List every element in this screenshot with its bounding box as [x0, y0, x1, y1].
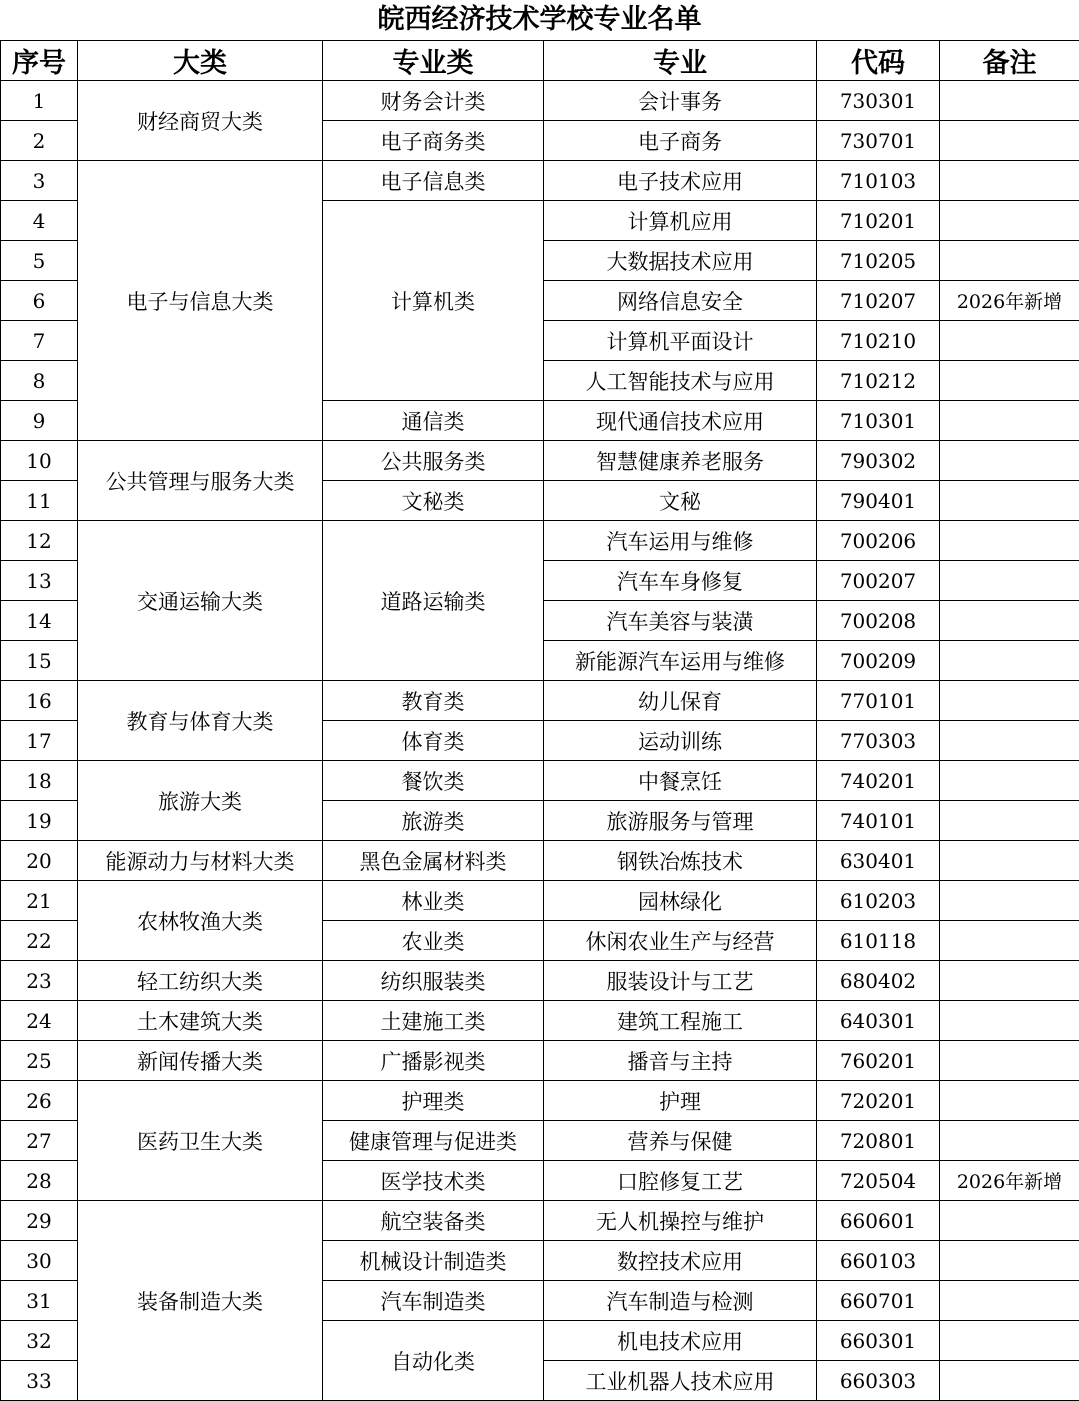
major-cell: 机电技术应用: [544, 1321, 817, 1361]
subcategory-cell: 电子商务类: [323, 121, 544, 161]
subcategory-cell: 文秘类: [323, 481, 544, 521]
table-row: [1, 1041, 1079, 1081]
code-cell: 660301: [817, 1321, 940, 1361]
code-cell: 640301: [817, 1001, 940, 1041]
code-cell: 770101: [817, 681, 940, 721]
table-row: [1, 961, 1079, 1001]
note-cell: [940, 1281, 1079, 1321]
table-row: [1, 1081, 1079, 1121]
row-index-cell: 15: [1, 641, 78, 681]
note-cell: [940, 121, 1079, 161]
note-cell: [940, 561, 1079, 601]
major-cell: 护理: [544, 1081, 817, 1121]
subcategory-cell: 土建施工类: [323, 1001, 544, 1041]
note-cell: [940, 201, 1079, 241]
major-cell: 播音与主持: [544, 1041, 817, 1081]
subcategory-cell: 餐饮类: [323, 761, 544, 801]
row-index-cell: 9: [1, 401, 78, 441]
code-cell: 730301: [817, 81, 940, 121]
row-index-cell: 24: [1, 1001, 78, 1041]
subcategory-cell: 财务会计类: [323, 81, 544, 121]
column-header-code: 代码: [817, 41, 940, 81]
table-row: [1, 81, 1079, 121]
major-cell: 现代通信技术应用: [544, 401, 817, 441]
table-row: [1, 441, 1079, 481]
note-cell: [940, 761, 1079, 801]
table-body: [1, 81, 1079, 1401]
code-cell: 660303: [817, 1361, 940, 1401]
row-index-cell: 10: [1, 441, 78, 481]
note-cell: [940, 641, 1079, 681]
code-cell: 660601: [817, 1201, 940, 1241]
subcategory-cell: 体育类: [323, 721, 544, 761]
subcategory-cell: 黑色金属材料类: [323, 841, 544, 881]
code-cell: 760201: [817, 1041, 940, 1081]
subcategory-cell: 航空装备类: [323, 1201, 544, 1241]
major-cell: 无人机操控与维护: [544, 1201, 817, 1241]
code-cell: 720504: [817, 1161, 940, 1201]
major-cell: 汽车运用与维修: [544, 521, 817, 561]
major-cell: 中餐烹饪: [544, 761, 817, 801]
table-header-row: [1, 41, 1079, 81]
code-cell: 660103: [817, 1241, 940, 1281]
row-index-cell: 33: [1, 1361, 78, 1401]
column-header-major: 专业: [544, 41, 817, 81]
code-cell: 790302: [817, 441, 940, 481]
category-cell: 能源动力与材料大类: [78, 841, 323, 881]
major-cell: 新能源汽车运用与维修: [544, 641, 817, 681]
note-cell: [940, 361, 1079, 401]
code-cell: 610118: [817, 921, 940, 961]
row-index-cell: 19: [1, 801, 78, 841]
category-cell: 新闻传播大类: [78, 1041, 323, 1081]
document-title: 皖西经济技术学校专业名单: [377, 4, 702, 35]
subcategory-cell: 汽车制造类: [323, 1281, 544, 1321]
row-index-cell: 7: [1, 321, 78, 361]
note-cell: [940, 601, 1079, 641]
row-index-cell: 13: [1, 561, 78, 601]
major-cell: 建筑工程施工: [544, 1001, 817, 1041]
row-index-cell: 3: [1, 161, 78, 201]
row-index-cell: 4: [1, 201, 78, 241]
table-row: [1, 161, 1079, 201]
row-index-cell: 25: [1, 1041, 78, 1081]
major-cell: 汽车车身修复: [544, 561, 817, 601]
subcategory-cell: 道路运输类: [323, 521, 544, 681]
row-index-cell: 6: [1, 281, 78, 321]
row-index-cell: 28: [1, 1161, 78, 1201]
code-cell: 730701: [817, 121, 940, 161]
category-cell: 旅游大类: [78, 761, 323, 841]
code-cell: 610203: [817, 881, 940, 921]
row-index-cell: 17: [1, 721, 78, 761]
note-cell: [940, 801, 1079, 841]
row-index-cell: 23: [1, 961, 78, 1001]
row-index-cell: 1: [1, 81, 78, 121]
note-cell: 2026年新增: [940, 1161, 1079, 1201]
note-cell: [940, 321, 1079, 361]
category-cell: 电子与信息大类: [78, 161, 323, 441]
major-cell: 口腔修复工艺: [544, 1161, 817, 1201]
table-row: [1, 681, 1079, 721]
code-cell: 710207: [817, 281, 940, 321]
major-cell: 电子商务: [544, 121, 817, 161]
major-cell: 会计事务: [544, 81, 817, 121]
major-cell: 数控技术应用: [544, 1241, 817, 1281]
row-index-cell: 22: [1, 921, 78, 961]
row-index-cell: 26: [1, 1081, 78, 1121]
note-cell: [940, 1361, 1079, 1401]
row-index-cell: 21: [1, 881, 78, 921]
code-cell: 700208: [817, 601, 940, 641]
subcategory-cell: 自动化类: [323, 1321, 544, 1401]
majors-table: [0, 40, 1079, 1401]
note-cell: [940, 1241, 1079, 1281]
category-cell: 土木建筑大类: [78, 1001, 323, 1041]
row-index-cell: 11: [1, 481, 78, 521]
row-index-cell: 18: [1, 761, 78, 801]
code-cell: 660701: [817, 1281, 940, 1321]
note-cell: [940, 721, 1079, 761]
major-cell: 智慧健康养老服务: [544, 441, 817, 481]
code-cell: 700206: [817, 521, 940, 561]
category-cell: 轻工纺织大类: [78, 961, 323, 1001]
note-cell: [940, 481, 1079, 521]
code-cell: 710103: [817, 161, 940, 201]
row-index-cell: 30: [1, 1241, 78, 1281]
category-cell: 公共管理与服务大类: [78, 441, 323, 521]
row-index-cell: 32: [1, 1321, 78, 1361]
note-cell: [940, 921, 1079, 961]
major-cell: 旅游服务与管理: [544, 801, 817, 841]
category-cell: 交通运输大类: [78, 521, 323, 681]
code-cell: 710201: [817, 201, 940, 241]
major-cell: 计算机应用: [544, 201, 817, 241]
code-cell: 790401: [817, 481, 940, 521]
code-cell: 710210: [817, 321, 940, 361]
subcategory-cell: 教育类: [323, 681, 544, 721]
subcategory-cell: 纺织服装类: [323, 961, 544, 1001]
row-index-cell: 14: [1, 601, 78, 641]
note-cell: [940, 401, 1079, 441]
table-row: [1, 881, 1079, 921]
column-header-subcategory: 专业类: [323, 41, 544, 81]
major-cell: 人工智能技术与应用: [544, 361, 817, 401]
major-cell: 汽车制造与检测: [544, 1281, 817, 1321]
major-cell: 汽车美容与装潢: [544, 601, 817, 641]
table-row: [1, 1001, 1079, 1041]
note-cell: [940, 1321, 1079, 1361]
note-cell: 2026年新增: [940, 281, 1079, 321]
code-cell: 740101: [817, 801, 940, 841]
subcategory-cell: 旅游类: [323, 801, 544, 841]
major-cell: 幼儿保育: [544, 681, 817, 721]
subcategory-cell: 林业类: [323, 881, 544, 921]
major-cell: 大数据技术应用: [544, 241, 817, 281]
subcategory-cell: 机械设计制造类: [323, 1241, 544, 1281]
table-row: [1, 761, 1079, 801]
column-header-note: 备注: [940, 41, 1079, 81]
note-cell: [940, 681, 1079, 721]
subcategory-cell: 广播影视类: [323, 1041, 544, 1081]
note-cell: [940, 961, 1079, 1001]
note-cell: [940, 1041, 1079, 1081]
subcategory-cell: 电子信息类: [323, 161, 544, 201]
note-cell: [940, 881, 1079, 921]
note-cell: [940, 1001, 1079, 1041]
row-index-cell: 2: [1, 121, 78, 161]
major-cell: 服装设计与工艺: [544, 961, 817, 1001]
note-cell: [940, 1081, 1079, 1121]
row-index-cell: 8: [1, 361, 78, 401]
category-cell: 教育与体育大类: [78, 681, 323, 761]
category-cell: 装备制造大类: [78, 1201, 323, 1401]
row-index-cell: 27: [1, 1121, 78, 1161]
code-cell: 630401: [817, 841, 940, 881]
major-cell: 文秘: [544, 481, 817, 521]
row-index-cell: 5: [1, 241, 78, 281]
subcategory-cell: 医学技术类: [323, 1161, 544, 1201]
row-index-cell: 31: [1, 1281, 78, 1321]
row-index-cell: 12: [1, 521, 78, 561]
subcategory-cell: 通信类: [323, 401, 544, 441]
row-index-cell: 16: [1, 681, 78, 721]
subcategory-cell: 护理类: [323, 1081, 544, 1121]
code-cell: 720801: [817, 1121, 940, 1161]
note-cell: [940, 441, 1079, 481]
subcategory-cell: 农业类: [323, 921, 544, 961]
code-cell: 740201: [817, 761, 940, 801]
major-cell: 电子技术应用: [544, 161, 817, 201]
row-index-cell: 29: [1, 1201, 78, 1241]
note-cell: [940, 161, 1079, 201]
column-header-category: 大类: [78, 41, 323, 81]
category-cell: 医药卫生大类: [78, 1081, 323, 1201]
code-cell: 710205: [817, 241, 940, 281]
code-cell: 720201: [817, 1081, 940, 1121]
subcategory-cell: 健康管理与促进类: [323, 1121, 544, 1161]
major-cell: 休闲农业生产与经营: [544, 921, 817, 961]
code-cell: 700209: [817, 641, 940, 681]
code-cell: 770303: [817, 721, 940, 761]
major-cell: 园林绿化: [544, 881, 817, 921]
column-header-index: 序号: [1, 41, 78, 81]
row-index-cell: 20: [1, 841, 78, 881]
table-row: [1, 1201, 1079, 1241]
major-cell: 营养与保健: [544, 1121, 817, 1161]
note-cell: [940, 1121, 1079, 1161]
subcategory-cell: 公共服务类: [323, 441, 544, 481]
major-cell: 工业机器人技术应用: [544, 1361, 817, 1401]
note-cell: [940, 81, 1079, 121]
code-cell: 680402: [817, 961, 940, 1001]
note-cell: [940, 1201, 1079, 1241]
category-cell: 农林牧渔大类: [78, 881, 323, 961]
major-cell: 钢铁冶炼技术: [544, 841, 817, 881]
code-cell: 700207: [817, 561, 940, 601]
note-cell: [940, 841, 1079, 881]
subcategory-cell: 计算机类: [323, 201, 544, 401]
major-cell: 计算机平面设计: [544, 321, 817, 361]
code-cell: 710301: [817, 401, 940, 441]
category-cell: 财经商贸大类: [78, 81, 323, 161]
major-cell: 网络信息安全: [544, 281, 817, 321]
table-row: [1, 521, 1079, 561]
code-cell: 710212: [817, 361, 940, 401]
note-cell: [940, 241, 1079, 281]
table-row: [1, 841, 1079, 881]
note-cell: [940, 521, 1079, 561]
major-cell: 运动训练: [544, 721, 817, 761]
